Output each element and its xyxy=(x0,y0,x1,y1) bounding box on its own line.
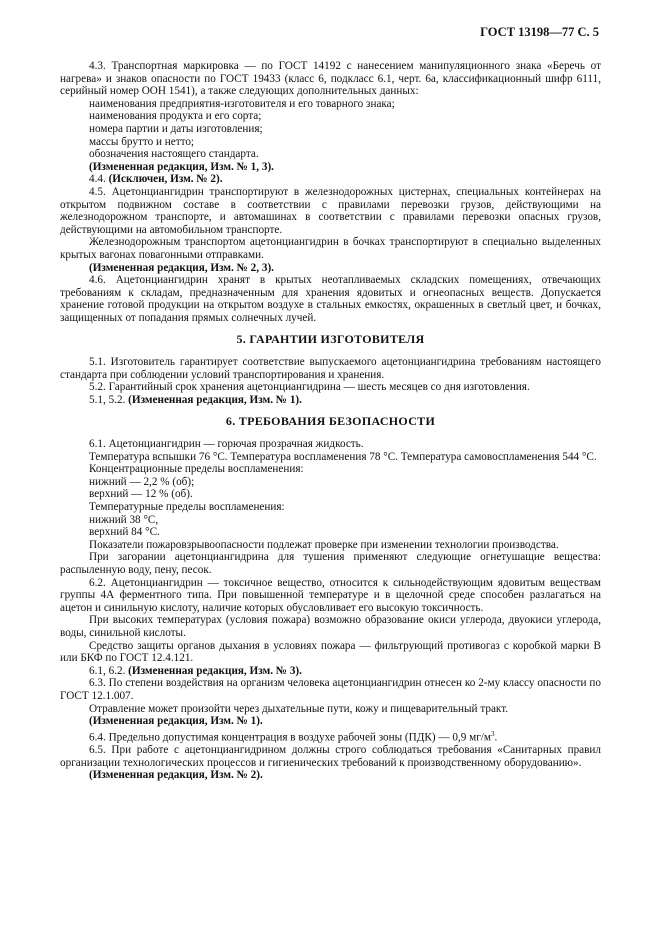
marking-item: массы брутто и нетто; xyxy=(89,135,195,148)
fire-indicators-text: Показатели пожаровзрывоопасности подлежат проверке при изменении технологии производства. xyxy=(89,538,559,551)
section-6-title: 6. ТРЕБОВАНИЯ БЕЗОПАСНОСТИ xyxy=(225,414,436,429)
clause-6-2: 6.2. Ацетонциангидрин — токсичное вещество, относится к сильнодействующим ядовитым веществам группы 4А ферментного типа. При повышенной температуре и в щелочной среде способен разлагаться на ацетон и синильную кислоту, наличие которых обусловливает его высокую токсичность. xyxy=(60,576,601,614)
clause-4-5-rail: Железнодорожным транспортом ацетонциангидрин в бочках транспортируют в специально выделенных крытых вагонах повагонными отправками. xyxy=(60,236,601,261)
marking-item: наименования продукта и его сорта; xyxy=(89,110,262,123)
amendment-note: (Измененная редакция, Изм. № 1, 3). xyxy=(89,160,274,173)
extinguish-text: При загорании ацетонциангидрина для тушения применяют следующие огнетушащие вещества: распыленную воду, пену, песок. xyxy=(60,551,601,576)
temp-limit-low: нижний 38 °С, xyxy=(89,513,159,526)
amendment-note: 5.1, 5.2. (Измененная редакция, Изм. № 1). xyxy=(89,393,302,406)
clause-6-4: 6.4. Предельно допустимая концентрация в воздухе рабочей зоны (ПДК) — 0,9 $мг/м^3$. xyxy=(89,729,498,744)
amendment-note: (Измененная редакция, Изм. № 2). xyxy=(89,769,263,782)
clause-6-1: 6.1. Ацетонциангидрин — горючая прозрачная жидкость. xyxy=(89,438,364,451)
marking-item: номера партии и даты изготовления; xyxy=(89,122,263,135)
temp-limit-high: верхний 84 °С. xyxy=(89,526,160,539)
fire-products-text: При высоких температурах (условия пожара) возможно образование окиси углерода, двуокиси углерода, воды, синильной кислоты. xyxy=(60,614,601,639)
document-body xyxy=(60,60,601,782)
poisoning-text: Отравление может произойти через дыхательные пути, кожу и пищеварительный тракт. xyxy=(89,702,509,715)
conc-limits-title: Концентрационные пределы воспламенения: xyxy=(89,463,304,476)
conc-limit-low: нижний — 2,2 % (об); xyxy=(89,475,195,488)
clause-5-1: 5.1. Изготовитель гарантирует соответствие выпускаемого ацетонциангидрина требованиям настоящего стандарта при соблюдении условий транспортирования и хранения. xyxy=(60,356,601,381)
clause-4-3: 4.3. Транспортная маркировка — по ГОСТ 14192 с нанесением манипуляционного знака «Беречь от нагрева» и знаков опасности по ГОСТ 19433 (класс 6, подкласс 6.1, черт. 6а, классификационный шифр 6111, серийный номер ООН 1541), а также следующих дополнительных данных: xyxy=(60,60,601,98)
marking-item: обозначения настоящего стандарта. xyxy=(89,148,259,161)
clause-5-2: 5.2. Гарантийный срок хранения ацетонциангидрина — шесть месяцев со дня изготовления. xyxy=(89,381,530,394)
temp-limits-title: Температурные пределы воспламенения: xyxy=(89,501,285,513)
clause-4-5: 4.5. Ацетонциангидрин транспортируют в железнодорожных цистернах, специальных контейнерах на открытом подвижном составе в соответствии с правилами перевозки грузов, действующими на железнодорожном транспорте, и автомашинах в соответствии с правилами перевозки опасных грузов, действующими на автомобильном транспорте. xyxy=(60,185,601,236)
clause-4-6: 4.6. Ацетонциангидрин хранят в крытых неотапливаемых складских помещениях, отвечающих требованиям к складам, предназначенным для хранения ядовитых и огнеопасных веществ. Допускается хранение готовой продукции на открытом воздухе в стальных емкостях, окрашенных в светлый цвет, и бочках, защищенных от попадания прямых солнечных лучей. xyxy=(60,274,601,324)
amendment-note: 6.1, 6.2. (Измененная редакция, Изм. № 3). xyxy=(89,664,302,677)
clause-6-3: 6.3. По степени воздействия на организм человека ацетонциангидрин отнесен ко 2-му классу опасности по ГОСТ 12.1.007. xyxy=(60,677,601,702)
marking-item: наименования предприятия-изготовителя и его товарного знака; xyxy=(89,97,395,110)
conc-limit-high: верхний — 12 % (об). xyxy=(89,488,193,501)
clause-4-4: 4.4. (Исключен, Изм. № 2). xyxy=(89,173,223,186)
amendment-note: (Измененная редакция, Изм. № 1). xyxy=(89,715,263,728)
respirator-text: Средство защиты органов дыхания в условиях пожара — фильтрующий противогаз с коробкой марки В или БКФ по ГОСТ 12.4.121. xyxy=(60,639,601,665)
clause-6-5: 6.5. При работе с ацетонциангидрином должны строго соблюдаться требования «Санитарных правил организации технологических процессов и гигиенических требований к производственному оборудованию». xyxy=(60,744,601,769)
amendment-note: (Измененная редакция, Изм. № 2, 3). xyxy=(89,261,274,274)
flash-point-text: Температура вспышки 76 °С. Температура воспламенения 78 °С. Температура самовоспламенения 544 °С. xyxy=(89,450,597,463)
section-5-title: 5. ГАРАНТИИ ИЗГОТОВИТЕЛЯ xyxy=(236,332,425,347)
page-header: ГОСТ 13198—77 С. 5 xyxy=(480,25,599,39)
